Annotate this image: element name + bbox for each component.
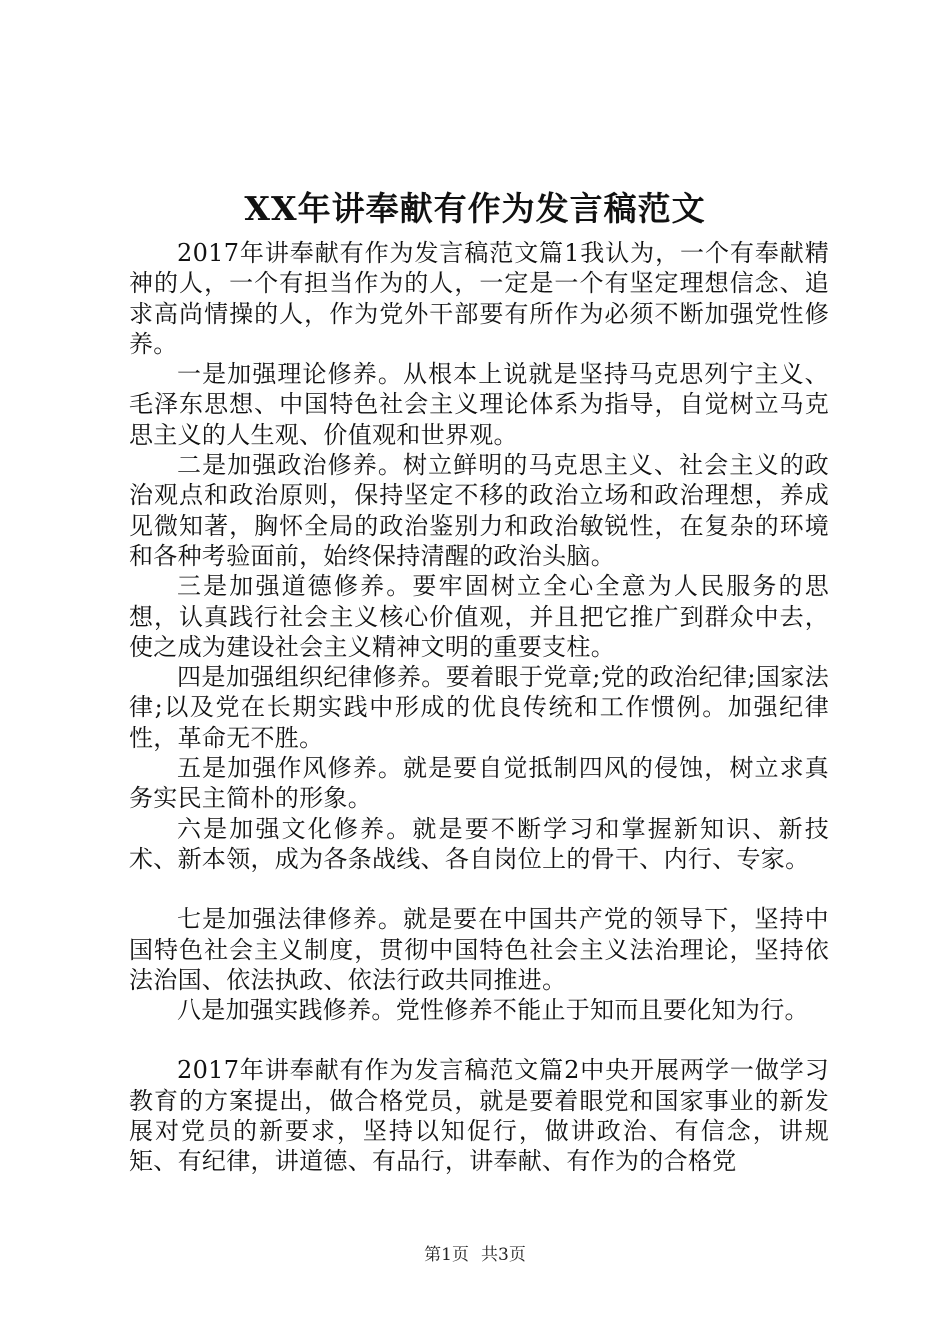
paragraph-practice: 八是加强实践修养。党性修养不能止于知而且要化知为行。 xyxy=(177,996,809,1025)
paragraph-discipline: 四是加强组织纪律修养。要着眼于党章;党的政治纪律;国家法律;以及党在长期实践中形成的优良传统和工作惯例。加强纪律性，革命无不胜。 xyxy=(129,663,829,752)
page-number: 第1页 xyxy=(424,1245,469,1265)
paragraph-intro: 2017年讲奉献有作为发言稿范文篇1我认为，一个有奉献精神的人，一个有担当作为的人，一定是一个有坚定理想信念、追求高尚情操的人，作为党外干部要有所作为必须不断加强党性修养。 xyxy=(129,239,829,358)
paragraph-theory: 一是加强理论修养。从根本上说就是坚持马克思列宁主义、毛泽东思想、中国特色社会主义理论体系为指导，自觉树立马克思主义的人生观、价值观和世界观。 xyxy=(129,360,829,449)
document-body xyxy=(129,238,829,1177)
paragraph-article2: 2017年讲奉献有作为发言稿范文篇2中央开展两学一做学习教育的方案提出，做合格党员，就是要着眼党和国家事业的新发展对党员的新要求，坚持以知促行，做讲政治、有信念，讲规矩、有纪律，讲道德、有品行，讲奉献、有作为的合格党 xyxy=(129,1056,829,1176)
paragraph-morality: 三是加强道德修养。要牢固树立全心全意为人民服务的思想，认真践行社会主义核心价值观，并且把它推广到群众中去，使之成为建设社会主义精神文明的重要支柱。 xyxy=(129,572,829,661)
paragraph-law: 七是加强法律修养。就是要在中国共产党的领导下，坚持中国特色社会主义制度，贯彻中国特色社会主义法治理论，坚持依法治国、依法执政、依法行政共同推进。 xyxy=(129,905,829,994)
paragraph-style: 五是加强作风修养。就是要自觉抵制四风的侵蚀，树立求真务实民主简朴的形象。 xyxy=(129,754,829,813)
paragraph-culture: 六是加强文化修养。就是要不断学习和掌握新知识、新技术、新本领，成为各条战线、各自岗位上的骨干、内行、专家。 xyxy=(129,814,829,873)
page-footer xyxy=(0,1243,950,1267)
paragraph-politics: 二是加强政治修养。树立鲜明的马克思主义、社会主义的政治观点和政治原则，保持坚定不移的政治立场和政治理想，养成见微知著，胸怀全局的政治鉴别力和政治敏锐性，在复杂的环境和各种考验面前，始终保持清醒的政治头脑。 xyxy=(129,451,829,570)
page-total: 共3页 xyxy=(481,1245,526,1265)
document-title: XX年讲奉献有作为发言稿范文 xyxy=(244,189,706,228)
